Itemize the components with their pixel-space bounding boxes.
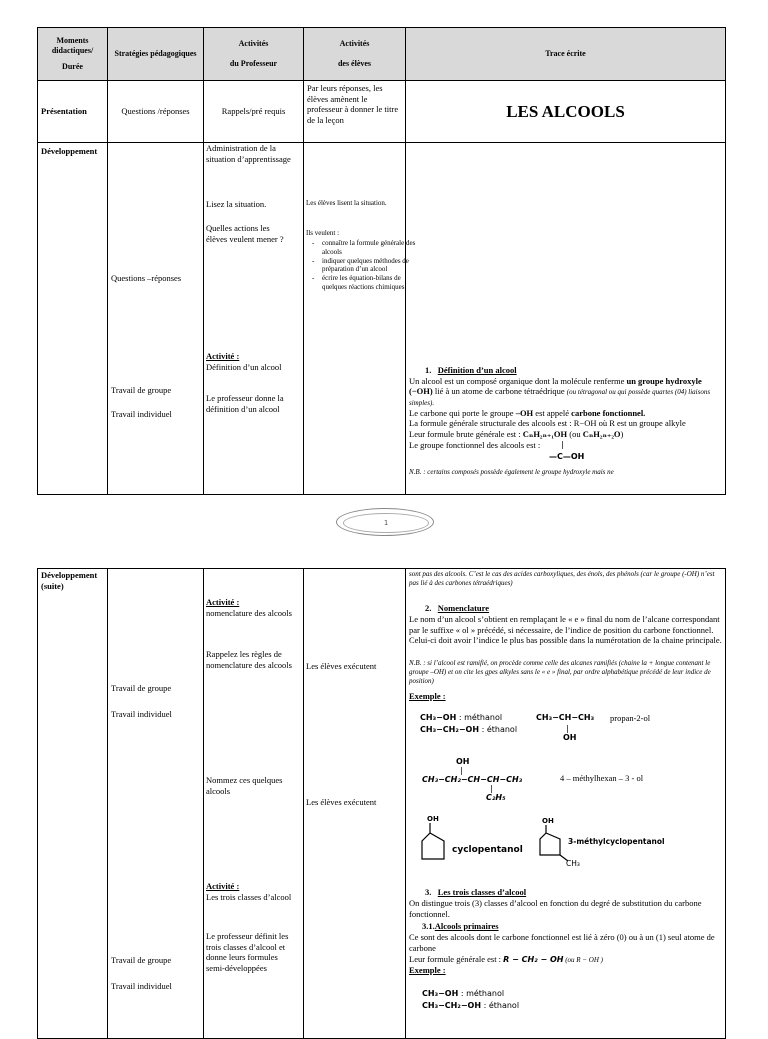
trace-suite (406, 569, 726, 1039)
def-text-b: un groupe hydroxyle (−OH) (409, 375, 702, 397)
list-item: - écrire les équation-bilans de quelques réactions chimiques (322, 274, 418, 292)
header-eleves (304, 28, 406, 81)
sec1-num: 1. (425, 365, 432, 375)
eleves-executent-1: Les élèves exécutent (306, 661, 377, 671)
page-number: 1 (343, 513, 429, 533)
def-text-d: (ou tétragonal ou qui possède quartes (04) liaisons simples). (409, 388, 711, 407)
ex-hexanol-formula: CH₃−CH₂−CH−CH−CH₃ (422, 775, 523, 784)
header-prof-line1: Activités (238, 39, 269, 48)
moment-developpement (38, 143, 108, 495)
prof-developpement (204, 143, 304, 495)
strategy-individuel-2: Travail individuel (111, 709, 172, 719)
ex-hexanol-name: 4 – méthylhexan – 3 - ol (560, 773, 644, 783)
struct-paragraph: La formule générale structurale des alcools est : R−OH où R est un groupe alkyle (409, 418, 686, 429)
prof-classes-b: d’alcool et donne (206, 941, 286, 963)
eleves-list (306, 239, 418, 292)
cyclopentanol-name: cyclopentanol (452, 845, 523, 855)
prof-administration: Administration de la situation d’apprentissage (206, 143, 291, 164)
groupe-formula-text: —C—OH (549, 451, 585, 461)
moment-developpement-label: Développement (41, 146, 98, 156)
header-eleves-line1: Activités (339, 39, 370, 48)
strategy-presentation: Questions /réponses (108, 81, 204, 143)
strategy-groupe-3: Travail de groupe (111, 955, 172, 965)
page-number-oval (336, 508, 434, 536)
sec31-formula (409, 954, 723, 965)
sec2-num: 2. (425, 603, 432, 613)
brute-text-c: (ou (567, 429, 583, 439)
lesson-table-2 (37, 568, 726, 1039)
ex-methanol (420, 713, 502, 723)
def-text-a: Un alcool est un composé organique dont la molécule renferme (409, 375, 627, 386)
prof-activite-def (206, 351, 300, 372)
eleves-developpement (304, 143, 416, 495)
ex-propanol-formula: CH₃−CH−CH₃ (536, 713, 595, 722)
eleves-veulent: Ils veulent : (306, 229, 340, 237)
header-prof-line2: du Professeur (229, 59, 278, 68)
header-eleves-line2: des élèves (337, 59, 372, 68)
strategy-individuel-3: Travail individuel (111, 981, 172, 991)
header-moments-label: Moments didactiques/ (51, 36, 94, 55)
sec3-num: 3. (425, 887, 432, 897)
def-text-c: lié à un atome de carbone tétraédrique (432, 386, 567, 397)
carbone-paragraph (409, 408, 721, 419)
prof-activite-classes (206, 881, 300, 902)
moment-presentation: Présentation (38, 81, 108, 143)
exp-methanol-name: : méthanol (458, 989, 505, 998)
moment-developpement-suite (38, 569, 108, 1039)
strategy-groupe-2: Travail de groupe (111, 683, 172, 693)
sec2-title: Nomenclature (437, 603, 490, 613)
header-strategies: Stratégies pédagogiques (108, 28, 204, 81)
prof-suite (204, 569, 304, 1039)
trace-developpement (406, 143, 726, 495)
groupe-text: Le groupe fonctionnel des alcools est : (409, 439, 541, 450)
page-2 (37, 568, 725, 1039)
definition-block (409, 365, 721, 476)
sec31-formula-a: Leur formule générale est : (409, 954, 504, 964)
ex-propanol-name: propan-2-ol (610, 713, 651, 723)
header-duree-label: Durée (62, 62, 83, 71)
moment-suite-label: Développement (suite) (41, 570, 98, 591)
row-developpement (38, 143, 726, 495)
strategy-individuel: Travail individuel (111, 409, 172, 419)
sec3-text: On distingue trois (3) classes d’alcool en fonction du degré de substitution du carbone fonctionnel. (409, 898, 702, 919)
ex-methanol-formula: CH₃−OH (420, 713, 457, 722)
eleves-suite (304, 569, 406, 1039)
ex-hexanol-sub: C₂H₅ (486, 793, 506, 802)
lesson-title: LES ALCOOLS (406, 81, 726, 143)
exp-methanol-formula: CH₃−OH (422, 989, 459, 998)
exp-ethanol (422, 1001, 519, 1011)
lesson-table-1 (37, 27, 726, 495)
list-item: - indiquer quelques méthodes de préparation d’un alcool (322, 257, 418, 275)
ex-propanol-bond: | (566, 724, 569, 733)
ex-ethanol-name: : éthanol (479, 725, 518, 734)
ex-propanol-oh: OH (563, 733, 577, 742)
methylcyclopentanol-oh: OH (542, 817, 554, 825)
brute-formula-1: CₙH₂ₙ₊₁OH (522, 429, 568, 439)
nb-note-2: N.B. : si l’alcool est ramifié, on procède comme celle des alcanes ramifiés (chaine la + longue contenant le groupe –OH) et on cite les gpes alkyles sans le « e » final, par ordre alphabétique précédé de leur indice de position) (409, 659, 711, 685)
prof-rappelez: Rappelez les règles de nomenclature des alcools (206, 649, 292, 670)
brute-paragraph (409, 429, 721, 440)
carb-text-a: Le carbone qui porte le groupe (409, 407, 516, 418)
prof-lisez: Lisez la situation. (206, 199, 267, 209)
exp-ethanol-formula: CH₃−CH₂−OH (422, 1001, 482, 1010)
strategy-groupe: Travail de groupe (111, 385, 172, 395)
ex-methanol-name: : méthanol (456, 713, 503, 722)
carb-text-c: est appelé (533, 407, 572, 418)
exemple-title-2: Exemple : (409, 965, 446, 975)
prof-classes-def (206, 931, 298, 974)
exemple-title-1: Exemple : (409, 691, 446, 701)
sec31-title: Alcools primaires (434, 921, 499, 931)
exp-methanol (422, 989, 504, 999)
strategy-developpement (108, 143, 204, 495)
cyclopentanol-ring-icon (420, 823, 448, 865)
def-paragraph (409, 376, 721, 408)
exp-ethanol-name: : éthanol (481, 1001, 520, 1010)
carb-text-d: carbone fonctionnel. (571, 407, 646, 418)
methylcyclopentanol-sub: CH₃ (566, 859, 580, 868)
prof-classes-c: leurs formules semi-développées (206, 952, 278, 973)
sec3-title: Les trois classes d’alcool (437, 887, 527, 897)
brute-text-e: ) (620, 429, 624, 439)
row-presentation (38, 81, 726, 143)
sec3-heading (425, 887, 526, 898)
prof-definition: Le professeur donne la définition d’un alcool (206, 393, 284, 414)
groupe-formula (549, 439, 585, 462)
carb-text-b: –OH (515, 407, 534, 418)
sec31-text: Ce sont des alcools dont le carbone fonctionnel est lié à zéro (0) ou à un (1) seul atome de carbone (409, 932, 715, 953)
strategy-suite (108, 569, 204, 1039)
sec31-num: 3.1. (422, 921, 435, 931)
eleves-presentation: Par leurs réponses, les élèves amènent le professeur à donner le titre de la leçon (304, 81, 406, 143)
header-trace: Trace écrite (406, 28, 726, 81)
nomenclature-text: Le nom d’un alcool s’obtient en remplaçant le « e » final du nom de l’alcane correspondant par le suffixe « ol » précédé, si nécessaire, de l’indice de position du carbone fonctionnel. Celui-ci doit avoir l’indice le plus bas possible dans la numérotation de la chaine principale. (409, 614, 722, 646)
ex-ethanol (420, 725, 517, 735)
sec2-heading (425, 603, 489, 614)
eleves-executent-2: Les élèves exécutent (306, 797, 377, 807)
header-row (38, 28, 726, 81)
list-item: - connaître la formule générale des alcools (322, 239, 418, 257)
methylcyclopentanol-name: 3-méthylcyclopentanol (568, 837, 665, 846)
sec1-heading (409, 365, 721, 376)
page-1 (37, 27, 725, 495)
brute-text-a: Leur formule brute générale est : (409, 429, 523, 439)
eleves-lisent: Les élèves lisent la situation. (306, 199, 387, 207)
sec31-formula-c: (ou R − OH ) (563, 956, 603, 964)
cyclopentanol-oh: OH (427, 815, 439, 823)
ex-hexanol-bond-bottom: | (490, 784, 493, 793)
sec31-heading (422, 921, 499, 932)
prof-nommez: Nommez ces quelques alcools (206, 775, 283, 796)
ex-ethanol-formula: CH₃−CH₂−OH (420, 725, 480, 734)
prof-activite-nom-title: Activité : (206, 597, 240, 607)
prof-question: Quelles actions les élèves veulent mener ? (206, 223, 284, 244)
prof-activite-title: Activité : (206, 351, 240, 361)
header-prof (204, 28, 304, 81)
row-developpement-suite (38, 569, 726, 1039)
continuation-note: sont pas des alcools. C’est le cas des acides carboxyliques, des énols, des phénols (car le groupe (-OH) n’est pas lié à des carbones tétraédriques) (409, 570, 715, 587)
ex-hexanol-bond-top: | (460, 766, 463, 775)
prof-classes-a: Le professeur définit les trois classes (206, 931, 289, 952)
ex-hexanol-oh: OH (456, 757, 470, 766)
prof-activite-nom (206, 597, 300, 618)
strategy-questions: Questions –réponses (111, 273, 182, 283)
groupe-line (409, 440, 721, 462)
prof-activite-nom-text: nomenclature des alcools (206, 607, 292, 618)
sec1-title: Définition d’un alcool (437, 365, 517, 375)
prof-presentation: Rappels/pré requis (204, 81, 304, 143)
prof-activite-text: Définition d’un alcool (206, 361, 282, 372)
prof-activite-classes-title: Activité : (206, 881, 240, 891)
prof-activite-classes-text: Les trois classes d’alcool (206, 891, 292, 902)
nb-note: N.B. : certains composés possède également le groupe hydroxyle mais ne (409, 467, 614, 476)
sec31-formula-b: R − CH₂ − OH (503, 955, 564, 964)
header-moments (38, 28, 108, 81)
brute-formula-2: CₙH₂ₙ₊₂O (582, 429, 621, 439)
groupe-bond-top: | (561, 439, 564, 449)
